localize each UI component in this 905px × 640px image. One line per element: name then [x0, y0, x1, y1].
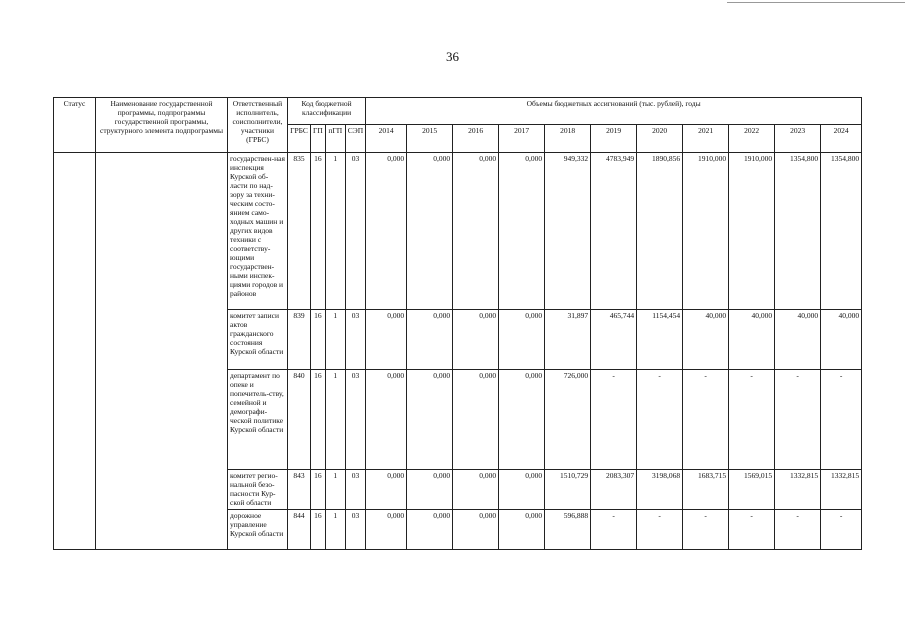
- responsible-cell: департамент по опеке и попечитель-ству, семейной и демографи-ческой политике Курской области: [228, 370, 288, 470]
- sep-cell: 03: [345, 510, 365, 550]
- value-cell: 1910,000: [729, 153, 775, 310]
- value-cell: 0,000: [453, 470, 499, 510]
- header-year: 2024: [821, 125, 862, 153]
- value-cell: -: [683, 370, 729, 470]
- pgp-cell: 1: [325, 370, 345, 470]
- header-year: 2022: [729, 125, 775, 153]
- value-cell: 1569,015: [729, 470, 775, 510]
- header-year: 2021: [683, 125, 729, 153]
- value-cell: 2083,307: [591, 470, 637, 510]
- header-name: Наименование государственной программы, подпрограммы государственной программы, структурного элемента подпрограммы: [96, 98, 228, 153]
- value-cell: 1354,800: [775, 153, 821, 310]
- pgp-cell: 1: [325, 510, 345, 550]
- value-cell: 0,000: [407, 470, 453, 510]
- value-cell: 1332,815: [775, 470, 821, 510]
- gp-cell: 16: [311, 310, 326, 370]
- responsible-cell: комитет регио-нальной безо-пасности Кур-ской области: [228, 470, 288, 510]
- grbs-cell: 839: [288, 310, 311, 370]
- page-number: 36: [446, 49, 459, 64]
- value-cell: 0,000: [407, 310, 453, 370]
- value-cell: 0,000: [453, 153, 499, 310]
- value-cell: 0,000: [407, 153, 453, 310]
- value-cell: 949,332: [545, 153, 591, 310]
- value-cell: -: [591, 510, 637, 550]
- gp-cell: 16: [311, 470, 326, 510]
- sep-cell: 03: [345, 153, 365, 310]
- header-year: 2015: [407, 125, 453, 153]
- header-code-pgp: пГП: [325, 125, 345, 153]
- value-cell: 40,000: [775, 310, 821, 370]
- value-cell: 0,000: [453, 510, 499, 550]
- value-cell: 0,000: [499, 370, 545, 470]
- header-code-sep: СЭП: [345, 125, 365, 153]
- header-volumes: Объемы бюджетных ассигнований (тыс. рублей), годы: [366, 98, 862, 125]
- value-cell: 31,897: [545, 310, 591, 370]
- value-cell: 40,000: [683, 310, 729, 370]
- value-cell: 40,000: [729, 310, 775, 370]
- program-name-cell: [96, 153, 228, 550]
- grbs-cell: 835: [288, 153, 311, 310]
- value-cell: -: [775, 510, 821, 550]
- value-cell: 4783,949: [591, 153, 637, 310]
- value-cell: 596,888: [545, 510, 591, 550]
- header-year: 2017: [499, 125, 545, 153]
- value-cell: -: [591, 370, 637, 470]
- value-cell: 40,000: [821, 310, 862, 370]
- gp-cell: 16: [311, 510, 326, 550]
- value-cell: 1354,800: [821, 153, 862, 310]
- header-responsible: Ответственный исполнитель, соисполнители, участники (ГРБС): [228, 98, 288, 153]
- value-cell: 1332,815: [821, 470, 862, 510]
- value-cell: 1154,454: [637, 310, 683, 370]
- header-status: Статус: [54, 98, 96, 153]
- value-cell: 0,000: [366, 470, 407, 510]
- grbs-cell: 843: [288, 470, 311, 510]
- value-cell: 465,744: [591, 310, 637, 370]
- value-cell: -: [775, 370, 821, 470]
- pgp-cell: 1: [325, 310, 345, 370]
- budget-table: [53, 97, 862, 550]
- value-cell: 0,000: [366, 310, 407, 370]
- responsible-cell: дорожное управление Курской области: [228, 510, 288, 550]
- header-year: 2014: [366, 125, 407, 153]
- value-cell: -: [729, 510, 775, 550]
- header-year: 2016: [453, 125, 499, 153]
- value-cell: -: [637, 510, 683, 550]
- value-cell: 0,000: [366, 153, 407, 310]
- value-cell: -: [683, 510, 729, 550]
- value-cell: 0,000: [499, 510, 545, 550]
- value-cell: 0,000: [366, 370, 407, 470]
- header-budget-code: Код бюджетной классификации: [288, 98, 366, 125]
- header-year: 2020: [637, 125, 683, 153]
- table-row: [54, 153, 862, 310]
- header-year: 2023: [775, 125, 821, 153]
- sep-cell: 03: [345, 310, 365, 370]
- pgp-cell: 1: [325, 470, 345, 510]
- header-year: 2018: [545, 125, 591, 153]
- value-cell: -: [729, 370, 775, 470]
- value-cell: 0,000: [366, 510, 407, 550]
- grbs-cell: 840: [288, 370, 311, 470]
- value-cell: 3198,068: [637, 470, 683, 510]
- value-cell: 0,000: [499, 470, 545, 510]
- header-code-grbs: ГРБС: [288, 125, 311, 153]
- value-cell: 0,000: [407, 370, 453, 470]
- value-cell: 726,000: [545, 370, 591, 470]
- value-cell: -: [637, 370, 683, 470]
- header-year: 2019: [591, 125, 637, 153]
- value-cell: 0,000: [453, 310, 499, 370]
- value-cell: 0,000: [407, 510, 453, 550]
- sep-cell: 03: [345, 470, 365, 510]
- gp-cell: 16: [311, 370, 326, 470]
- header-code-gp: ГП: [311, 125, 326, 153]
- value-cell: 0,000: [453, 370, 499, 470]
- gp-cell: 16: [311, 153, 326, 310]
- value-cell: -: [821, 370, 862, 470]
- value-cell: 0,000: [499, 310, 545, 370]
- responsible-cell: комитет записи актов гражданского состояния Курской области: [228, 310, 288, 370]
- value-cell: 0,000: [499, 153, 545, 310]
- value-cell: -: [821, 510, 862, 550]
- value-cell: 1683,715: [683, 470, 729, 510]
- pgp-cell: 1: [325, 153, 345, 310]
- value-cell: 1890,856: [637, 153, 683, 310]
- top-rule: [727, 2, 905, 3]
- responsible-cell: государствен-ная инспекция Курской об-ласти по над-зору за техни-ческим состо-янием само-ходных машин и других видов техники с соответству-ющими государствен-ными инспек-циями городов и районов: [228, 153, 288, 310]
- value-cell: 1510,729: [545, 470, 591, 510]
- grbs-cell: 844: [288, 510, 311, 550]
- status-cell: [54, 153, 96, 550]
- value-cell: 1910,000: [683, 153, 729, 310]
- sep-cell: 03: [345, 370, 365, 470]
